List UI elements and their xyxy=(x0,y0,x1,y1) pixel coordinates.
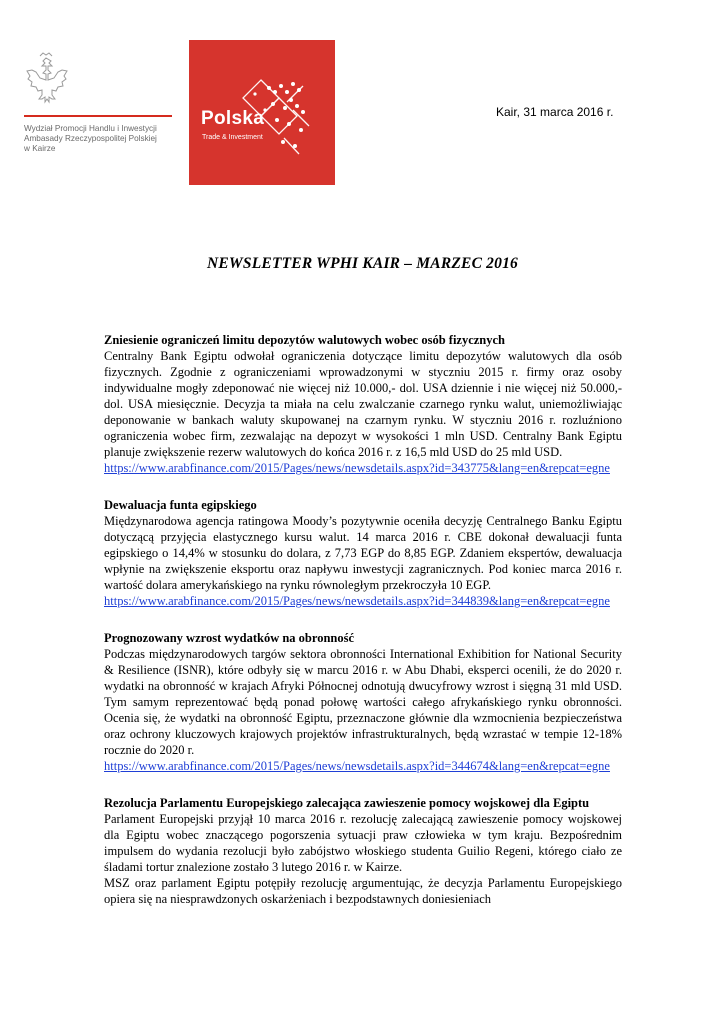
article-body: Podczas międzynarodowych targów sektora obronności International Exhibition for National Security & Resilience (ISNR), które odbyły się w marcu 2016 r. w Abu Dhabi, eksperci ocenili, że do 2020 r. wydatki na obronność w krajach Afryki Północnej odnotują dwucyfrowy wzrost i sięgną 31 mld USD. Tym samym reprezentować będą ponad połowę wartości całego afrykańskiego rynku obronności. Ocenia się, że wydatki na obronność Egiptu, przeznaczone głównie dla wzmocnienia bezpieczeństwa oraz ochrony kluczowych krajowych projektów infrastrukturalnych, będą wzrastać w tempie 12-18% rocznie do 2020 r. xyxy=(104,647,622,757)
logo-name: Polska xyxy=(201,108,265,129)
divider-red xyxy=(24,115,172,117)
org-line: w Kairze xyxy=(24,144,56,153)
org-line: Ambasady Rzeczypospolitej Polskiej xyxy=(24,134,157,143)
article-body-continued: MSZ oraz parlament Egiptu potępiły rezolucję argumentując, że decyzja Parlamentu Europejskiego opiera się na niesprawdzonych oskarżeniach i bezpodstawnych doniesieniach xyxy=(104,876,622,906)
newsletter-content xyxy=(104,332,622,928)
logo-subtitle: Trade & Investment xyxy=(202,134,263,141)
article xyxy=(104,497,622,609)
divider-white xyxy=(24,111,172,114)
organization-name xyxy=(24,124,184,154)
polish-eagle-emblem-icon xyxy=(24,52,68,104)
article-heading: Dewaluacja funta egipskiego xyxy=(104,498,257,512)
article-heading: Prognozowany wzrost wydatków na obronność xyxy=(104,631,355,645)
article-link[interactable]: https://www.arabfinance.com/2015/Pages/news/newsdetails.aspx?id=344674&lang=en&repcat=egne xyxy=(104,759,610,773)
article-link[interactable]: https://www.arabfinance.com/2015/Pages/news/newsdetails.aspx?id=344839&lang=en&repcat=egne xyxy=(104,594,610,608)
article-link[interactable]: https://www.arabfinance.com/2015/Pages/news/newsdetails.aspx?id=343775&lang=en&repcat=egne xyxy=(104,461,610,475)
article-body: Międzynarodowa agencja ratingowa Moody’s pozytywnie oceniła decyzję Centralnego Banku Egiptu dotyczącą przyjęcia elastycznego kursu walut. 14 marca 2016 r. CBE dokonał dewaluacji funta egipskiego o 14,4% w stosunku do dolara, z 7,73 EGP do 8,85 EGP. Zdaniem ekspertów, dewaluacja wpłynie na zwiększenie eksportu oraz napływu inwestycji zagranicznych. Pod koniec marca 2016 r. wartość dolara amerykańskiego na rynku równoległym przekroczyła 10 EGP. xyxy=(104,514,622,592)
article-heading: Zniesienie ograniczeń limitu depozytów walutowych wobec osób fizycznych xyxy=(104,333,506,347)
article-heading: Rezolucja Parlamentu Europejskiego zalecająca zawieszenie pomocy wojskowej dla Egiptu xyxy=(104,796,590,810)
polska-trade-investment-logo xyxy=(189,40,335,185)
article-body: Centralny Bank Egiptu odwołał ograniczenia dotyczące limitu depozytów walutowych dla osób fizycznych. Zgodnie z ograniczeniami wprowadzonymi w styczniu 2015 r. firmy oraz osoby indywidualne mogły zdeponować nie więcej niż 10.000,- dol. USA dziennie i nie więcej niż 50.000,- dol. USA miesięcznie. Decyzja ta miała na celu zwalczanie czarnego rynku walut, uniemożliwiając deponowanie w bankach waluty skupowanej na czarnym rynku. W styczniu 2016 r. rozluźniono ograniczenia wobec firm, zezwalając na depozyt w wysokości 1 mln USD. Centralny Bank Egiptu planuje zwiększenie rezerw walutowych do końca 2016 r. z 16,5 mld USD do 25 mld USD. xyxy=(104,349,622,459)
article xyxy=(104,332,622,476)
article xyxy=(104,795,622,907)
org-line: Wydział Promocji Handlu i Inwestycji xyxy=(24,124,157,133)
article-body: Parlament Europejski przyjął 10 marca 2016 r. rezolucję zalecającą zawieszenie pomocy wojskowej dla Egiptu wobec znaczącego pogorszenia sytuacji praw człowieka w tym kraju. Bezpośrednim impulsem do wydania rezolucji było zabójstwo włoskiego studenta Guilio Regeni, którego ciało ze śladami tortur znalezione zostało 3 lutego 2016 r. w Kairze. xyxy=(104,812,622,874)
article xyxy=(104,630,622,774)
page-title: NEWSLETTER WPHI KAIR – MARZEC 2016 xyxy=(207,255,518,272)
document-date: Kair, 31 marca 2016 r. xyxy=(496,105,614,119)
